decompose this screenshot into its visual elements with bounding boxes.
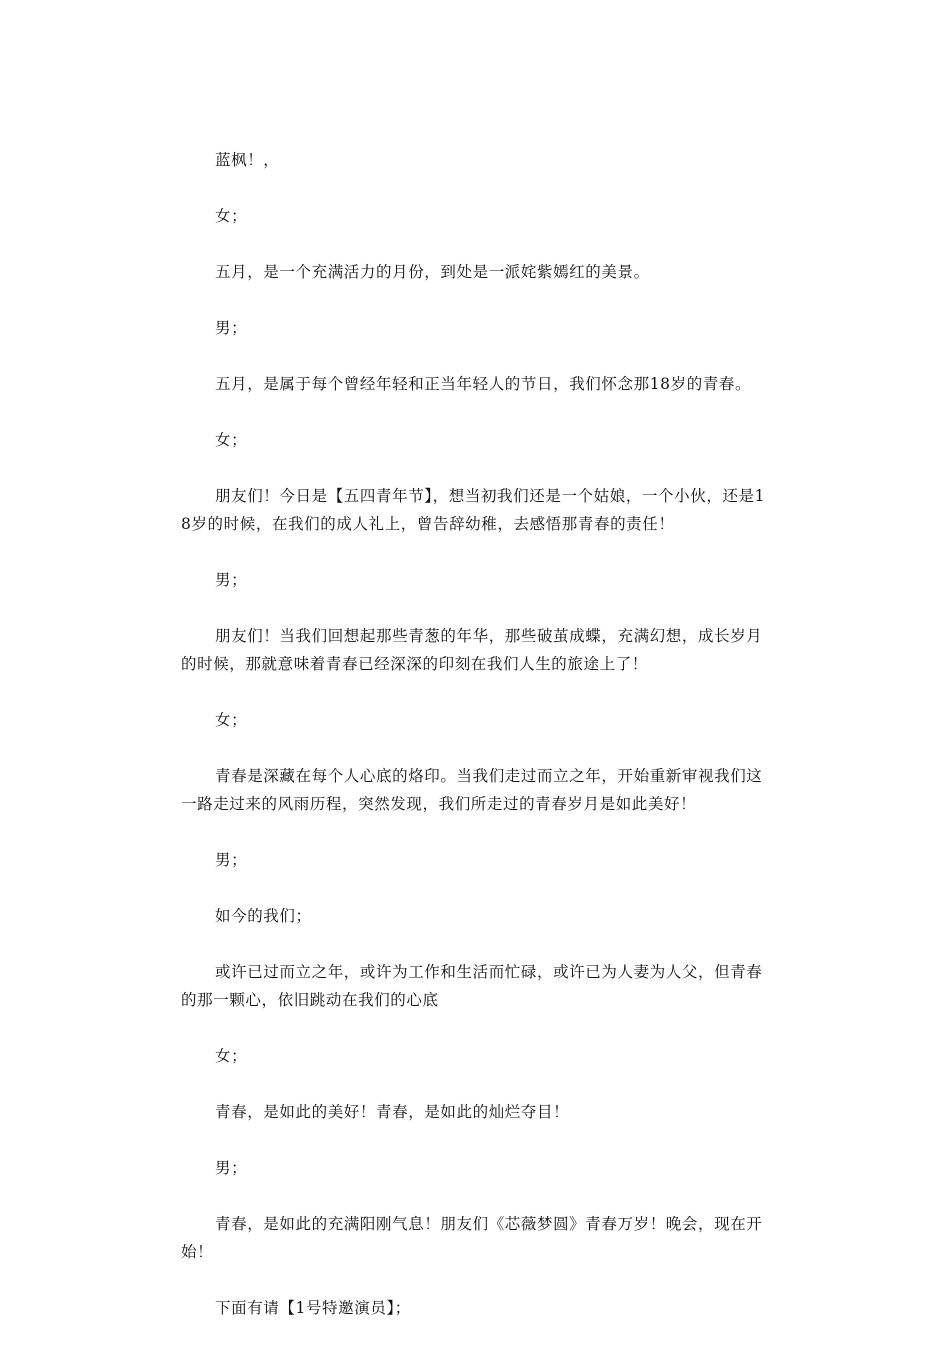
paragraph: 或许已过而立之年，或许为工作和生活而忙碌，或许已为人妻为人父，但青春的那一颗心，依旧跳动在我们的心底	[181, 963, 763, 1009]
paragraph: 下面有请【1号特邀演员】；	[215, 1299, 411, 1317]
speaker-label: 女；	[215, 207, 248, 225]
document-body	[181, 146, 771, 1350]
paragraph: 青春，是如此的充满阳刚气息！朋友们《芯薇梦圆》青春万岁！晚会，现在开始！	[181, 1215, 763, 1261]
speaker-label: 男；	[215, 319, 248, 337]
paragraph: 如今的我们；	[215, 907, 312, 925]
paragraph: 五月，是一个充满活力的月份，到处是一派姹紫嫣红的美景。	[215, 263, 650, 281]
speaker-label: 女；	[215, 1047, 248, 1065]
paragraph: 朋友们！今日是【五四青年节】，想当初我们还是一个姑娘，一个小伙，还是18岁的时候，在我们的成人礼上，曾告辞幼稚，去感悟那青春的责任！	[181, 487, 766, 533]
paragraph: 青春是深藏在每个人心底的烙印。当我们走过而立之年，开始重新审视我们这一路走过来的风雨历程，突然发现，我们所走过的青春岁月是如此美好！	[181, 767, 763, 813]
paragraph: 朋友们！当我们回想起那些青葱的年华，那些破茧成蝶，充满幻想，成长岁月的时候，那就意味着青春已经深深的印刻在我们人生的旅途上了！	[181, 627, 763, 673]
speaker-label: 男；	[215, 851, 248, 869]
speaker-label: 女；	[215, 711, 248, 729]
paragraph: 五月，是属于每个曾经年轻和正当年轻人的节日，我们怀念那18岁的青春。	[215, 375, 752, 393]
speaker-label: 男；	[215, 1159, 248, 1177]
paragraph: 青春，是如此的美好！青春，是如此的灿烂夺目！	[215, 1103, 570, 1121]
speaker-label: 男；	[215, 571, 248, 589]
speaker-label: 女；	[215, 431, 248, 449]
paragraph: 蓝枫！，	[215, 151, 280, 169]
